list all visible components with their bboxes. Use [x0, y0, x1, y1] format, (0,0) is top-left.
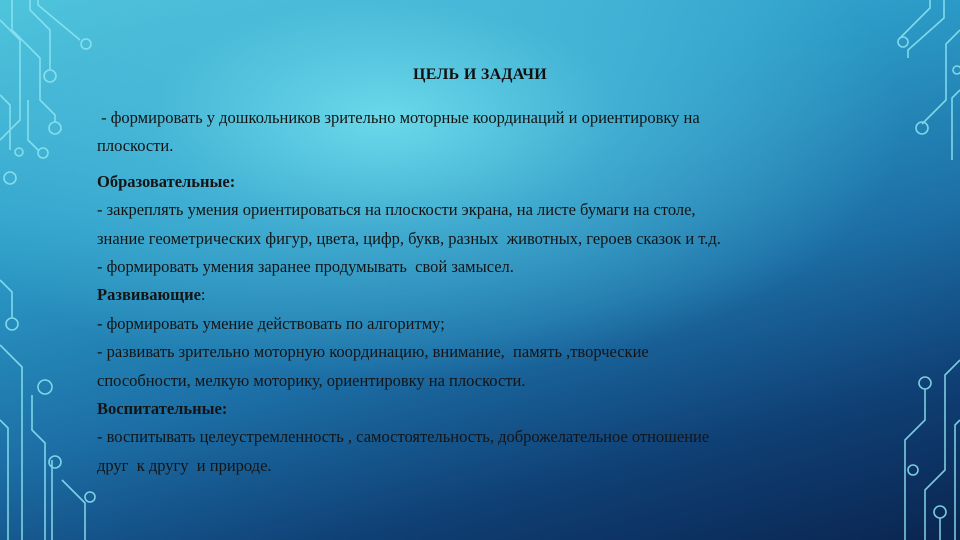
- task-line: знание геометрических фигур, цвета, цифр, букв, разных животных, героев сказок и т.д.: [97, 228, 721, 248]
- task-line: способности, мелкую моторику, ориентировку на плоскости.: [97, 370, 526, 390]
- heading-text: Развивающие: [97, 285, 201, 305]
- task-line: - закреплять умения ориентироваться на плоскости экрана, на листе бумаги на столе,: [97, 200, 696, 220]
- slide-title: ЦЕЛЬ И ЗАДАЧИ: [412, 66, 548, 83]
- heading-text: Воспитательные:: [97, 399, 228, 419]
- section-heading-developing: [97, 281, 887, 309]
- task-line: - формировать умения заранее продумывать свой замысел.: [97, 257, 514, 277]
- section-heading-upbringing: [97, 395, 887, 423]
- circuit-left-bottom: [0, 280, 95, 540]
- goal-line: плоскости.: [97, 136, 174, 156]
- task-line: - воспитывать целеустремленность , самостоятельность, доброжелательное отношение: [97, 427, 710, 447]
- section-heading-educational: [97, 168, 887, 196]
- heading-text: Образовательные:: [97, 171, 236, 191]
- task-line: друг к другу и природе.: [97, 455, 272, 475]
- heading-suffix: :: [200, 285, 206, 305]
- task-line: - развивать зрительно моторную координацию, внимание, память ,творческие: [97, 342, 649, 362]
- slide-body: [97, 104, 887, 480]
- task-line: - формировать умение действовать по алгоритму;: [97, 313, 445, 333]
- circuit-left-top: [0, 0, 91, 184]
- goal-line: - формировать у дошкольников зрительно моторные координаций и ориентировку на: [97, 108, 700, 127]
- circuit-right-bottom: [905, 360, 960, 540]
